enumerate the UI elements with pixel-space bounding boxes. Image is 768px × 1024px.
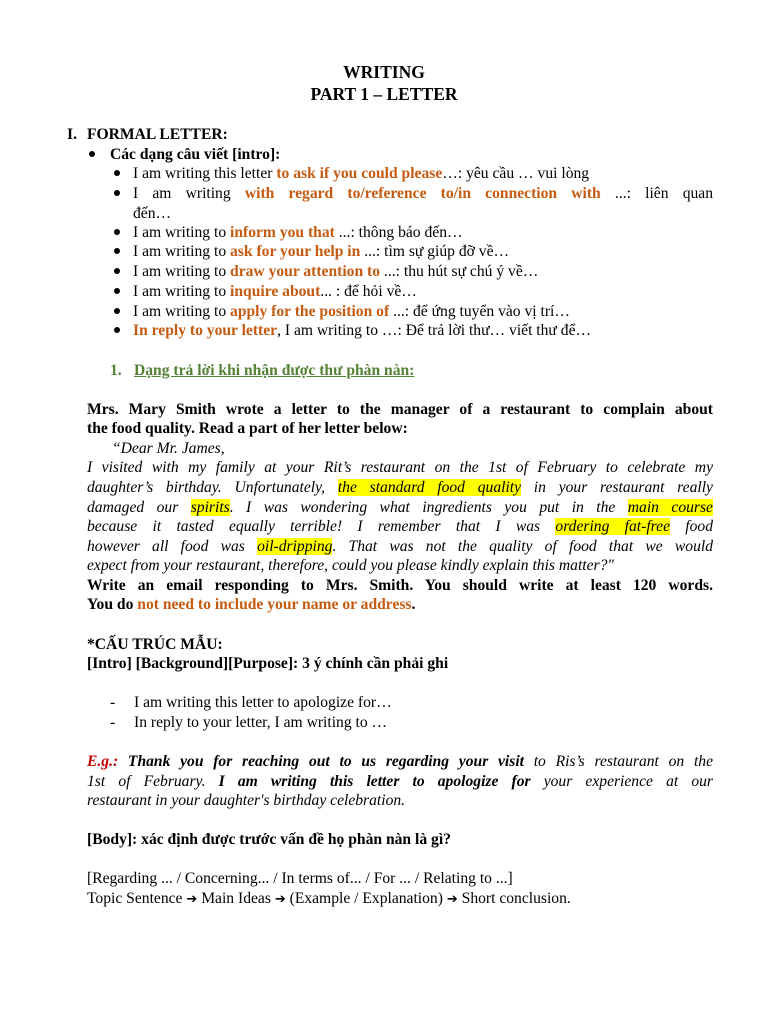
subsection-heading: 1. Dạng trả lời khi nhận được thư phàn nàn: [110, 362, 415, 379]
intro-list-item: In reply to your letter, I am writing to …: Để trả lời thư… viết thư để… [133, 322, 592, 339]
regarding-line: [Regarding ... / Concerning... / In terms of... / For ... / Relating to ...] [87, 870, 513, 887]
example-line: restaurant in your daughter's birthday celebration. [87, 792, 406, 809]
dash-item: - In reply to your letter, I am writing to … [110, 714, 388, 731]
arrow-right-icon: ➔ [274, 892, 286, 907]
page-title: WRITING [343, 62, 425, 82]
bullet-icon [114, 248, 120, 254]
bullet-icon [114, 288, 120, 294]
intro-list-item: I am writing to inquire about... : để hỏi về… [133, 283, 417, 300]
intro-list-item-continuation: đến… [133, 204, 172, 222]
bullet-icon [114, 170, 120, 176]
bullet-icon [89, 151, 95, 157]
page-subtitle: PART 1 – LETTER [310, 84, 458, 104]
structure-intro: [Intro] [Background][Purpose]: 3 ý chính cần phải ghi [87, 655, 449, 672]
letter-greeting: “Dear Mr. James, [112, 440, 225, 457]
letter-line: expect from your restaurant, therefore, could you please kindly explain this matter?" [87, 557, 614, 574]
letter-line: however all food was oil-dripping. That was not the quality of food that we would [87, 538, 713, 555]
task-line-1: Mrs. Mary Smith wrote a letter to the manager of a restaurant to complain about [87, 401, 713, 418]
task-instruction: You do not need to include your name or address. [87, 596, 416, 613]
intro-list-item: I am writing to inform you that ...: thông báo đến… [133, 224, 463, 241]
arrow-right-icon: ➔ [186, 892, 198, 907]
structure-heading: *CẤU TRÚC MẪU: [87, 636, 223, 653]
intro-heading: Các dạng câu viết [intro]: [110, 146, 281, 163]
intro-list-item: I am writing with regard to/reference to/in connection with ...: liên quan [133, 185, 714, 202]
highlight: the standard food quality [337, 479, 522, 496]
highlight: oil-dripping [257, 538, 333, 555]
bullet-icon [114, 327, 120, 333]
highlight: ordering fat-free [555, 518, 670, 535]
bullet-icon [114, 268, 120, 274]
letter-line: daughter’s birthday. Unfortunately, the standard food quality in your restaurant really [87, 479, 713, 496]
bullet-icon [114, 308, 120, 314]
arrow-right-icon: ➔ [446, 892, 458, 907]
intro-list-item: I am writing this letter to ask if you could please…: yêu cầu … vui lòng [133, 165, 590, 182]
task-line-2: the food quality. Read a part of her letter below: [87, 420, 408, 437]
bullet-icon [114, 190, 120, 196]
dash-item: - I am writing this letter to apologize for… [110, 694, 392, 711]
intro-list-item: I am writing to ask for your help in ...: tìm sự giúp đỡ về… [133, 243, 510, 260]
example-line: E.g.: Thank you for reaching out to us regarding your visit to Ris’s restaurant on the [87, 753, 713, 770]
letter-line: because it tasted equally terrible! I remember that I was ordering fat-free food [87, 518, 714, 535]
letter-line: I visited with my family at your Rit’s restaurant on the 1st of February to celebrate my [87, 459, 713, 476]
task-instruction: Write an email responding to Mrs. Smith. You should write at least 120 words. [87, 577, 713, 594]
highlight: main course [627, 499, 713, 516]
letter-line: damaged our spirits. I was wondering what ingredients you put in the main course [87, 499, 713, 516]
section-heading: I. FORMAL LETTER: [67, 126, 228, 143]
example-line: 1st of February. I am writing this letter to apologize for your experience at our [87, 773, 713, 790]
highlight: spirits [190, 499, 230, 516]
intro-list-item: I am writing to apply for the position of ...: để ứng tuyển vào vị trí… [133, 303, 570, 320]
topic-line: Topic Sentence ➔ Main Ideas ➔ (Example / Explanation) ➔ Short conclusion. [87, 890, 571, 907]
bullet-icon [114, 229, 120, 235]
intro-list-item: I am writing to draw your attention to ...: thu hút sự chú ý về… [133, 263, 539, 280]
body-heading: [Body]: xác định được trước vấn đề họ phàn nàn là gì? [87, 831, 451, 848]
